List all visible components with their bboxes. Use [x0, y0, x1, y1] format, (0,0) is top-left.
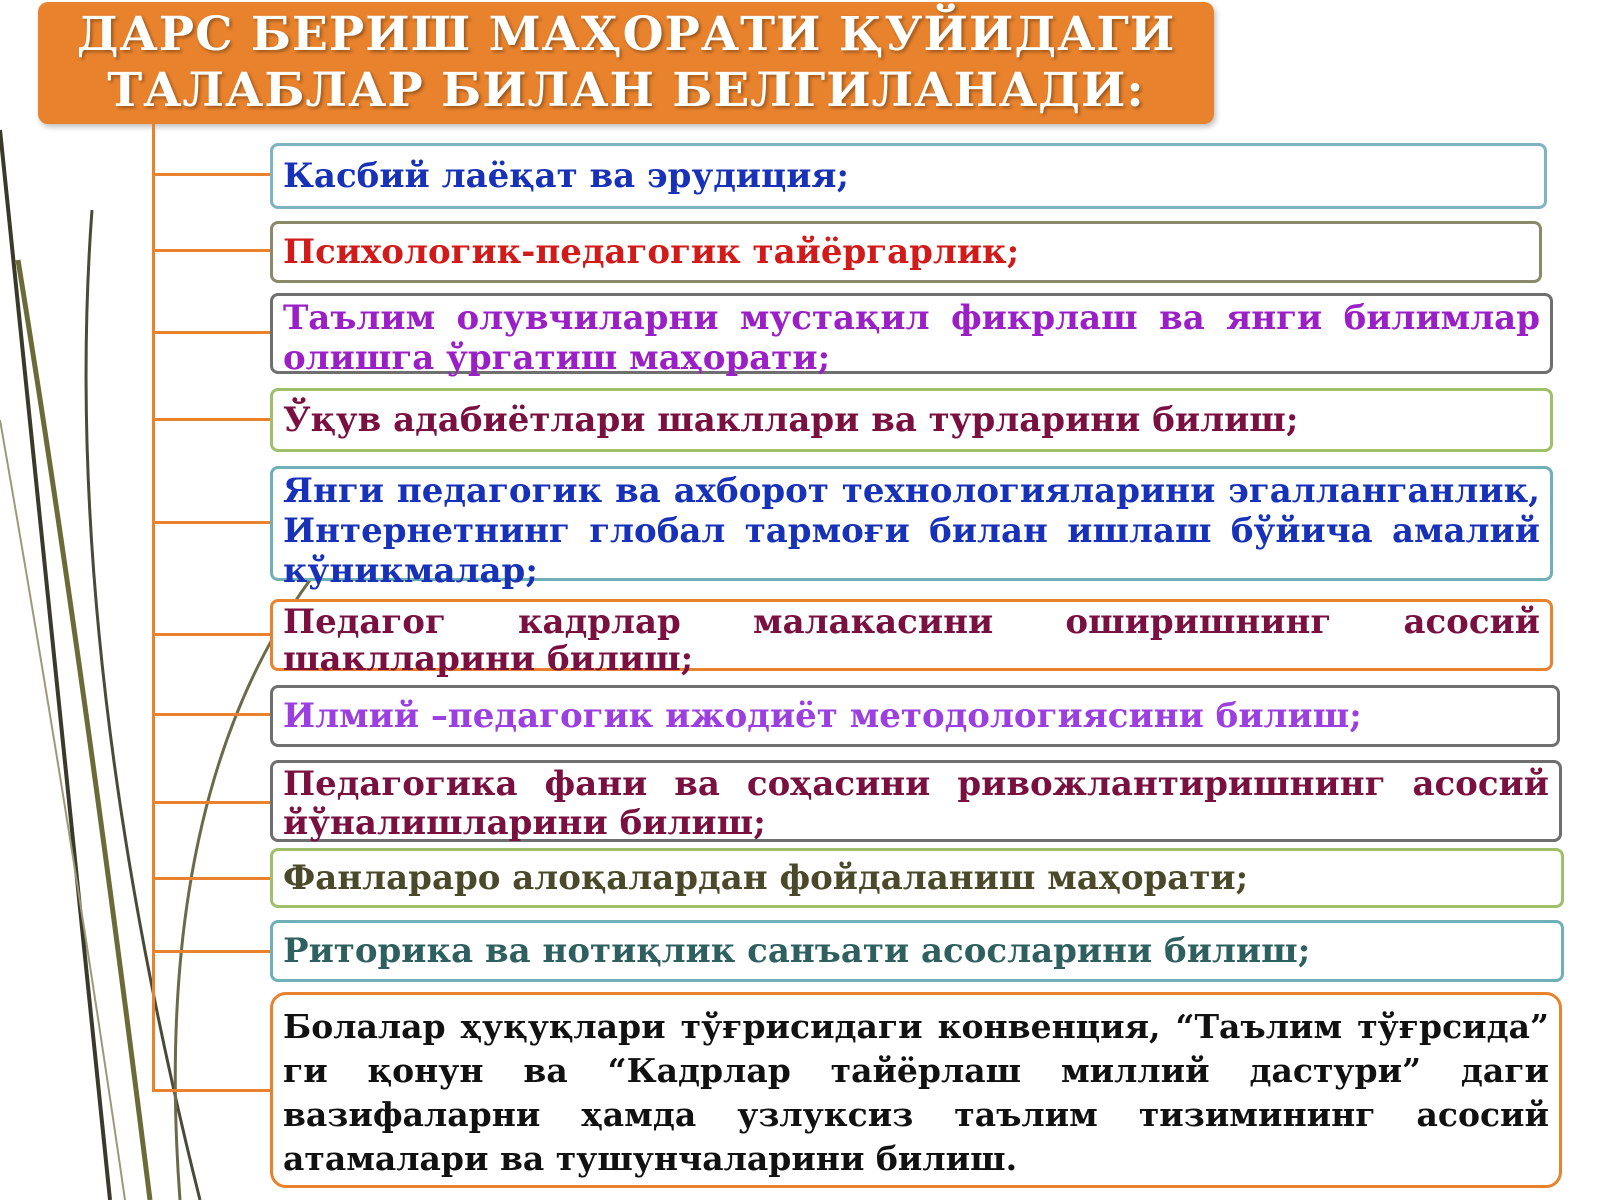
list-item	[270, 848, 1564, 908]
item-text: Таълим олувчиларни мустақил фикрлаш ва янги билимлар олишга ўргатиш маҳорати;	[283, 298, 1540, 378]
list-item	[270, 760, 1562, 842]
list-item	[270, 599, 1553, 679]
connector-branch	[152, 801, 270, 804]
list-item	[270, 685, 1560, 747]
connector-branch	[152, 418, 270, 421]
connector-branch	[152, 249, 270, 252]
connector-branch	[152, 521, 270, 524]
list-item	[270, 466, 1553, 591]
item-text: Болалар ҳуқуқлари тўғрисидаги конвенция, “Таълим тўғрсида” ги қонун ва “Кадрлар тайёрлаш миллий дастури” даги вазифаларни ҳамда узлуксиз таълим тизимининг асосий атамалари ва тушунчаларини билиш.	[283, 1007, 1549, 1178]
title-banner	[38, 2, 1214, 124]
list-item	[270, 992, 1562, 1188]
item-text: Илмий –педагогик ижодиёт методологиясини билиш;	[283, 696, 1362, 736]
title-line-2: ТАЛАБЛАР БИЛАН БЕЛГИЛАНАДИ:	[107, 63, 1145, 118]
connector-branch	[152, 950, 270, 953]
connector-trunk	[152, 124, 155, 1092]
list-item	[270, 293, 1553, 378]
item-text: Педагог кадрлар малакасини оширишнинг асосий шаклларини билиш;	[283, 602, 1540, 679]
item-text: Риторика ва нотиқлик санъати асосларини билиш;	[283, 931, 1311, 971]
item-text: Касбий лаёқат ва эрудиция;	[283, 156, 850, 196]
connector-branch	[152, 1089, 270, 1092]
item-text: Фанлараро алоқалардан фойдаланиш маҳорати;	[283, 858, 1249, 898]
connector-branch	[152, 877, 270, 880]
list-item	[270, 388, 1553, 452]
list-item	[270, 221, 1542, 283]
item-text: Янги педагогик ва ахборот технологияларини эгалланганлик, Интернетнинг глобал тармоғи билан ишлаш бўйича амалий кўникмалар;	[283, 471, 1540, 591]
item-text: Ўқув адабиётлари шакллари ва турларини билиш;	[283, 400, 1299, 440]
connector-branch	[152, 173, 270, 176]
connector-branch	[152, 331, 270, 334]
list-item	[270, 143, 1547, 209]
item-text: Педагогика фани ва соҳасини ривожлантиришнинг асосий йўналишларини билиш;	[283, 764, 1549, 843]
connector-branch	[152, 713, 270, 716]
title-line-1: ДАРС БЕРИШ МАҲОРАТИ ҚУЙИДАГИ	[76, 7, 1176, 62]
list-item	[270, 920, 1564, 982]
item-text: Психологик-педагогик тайёргарлик;	[283, 232, 1020, 272]
connector-branch	[152, 633, 270, 636]
